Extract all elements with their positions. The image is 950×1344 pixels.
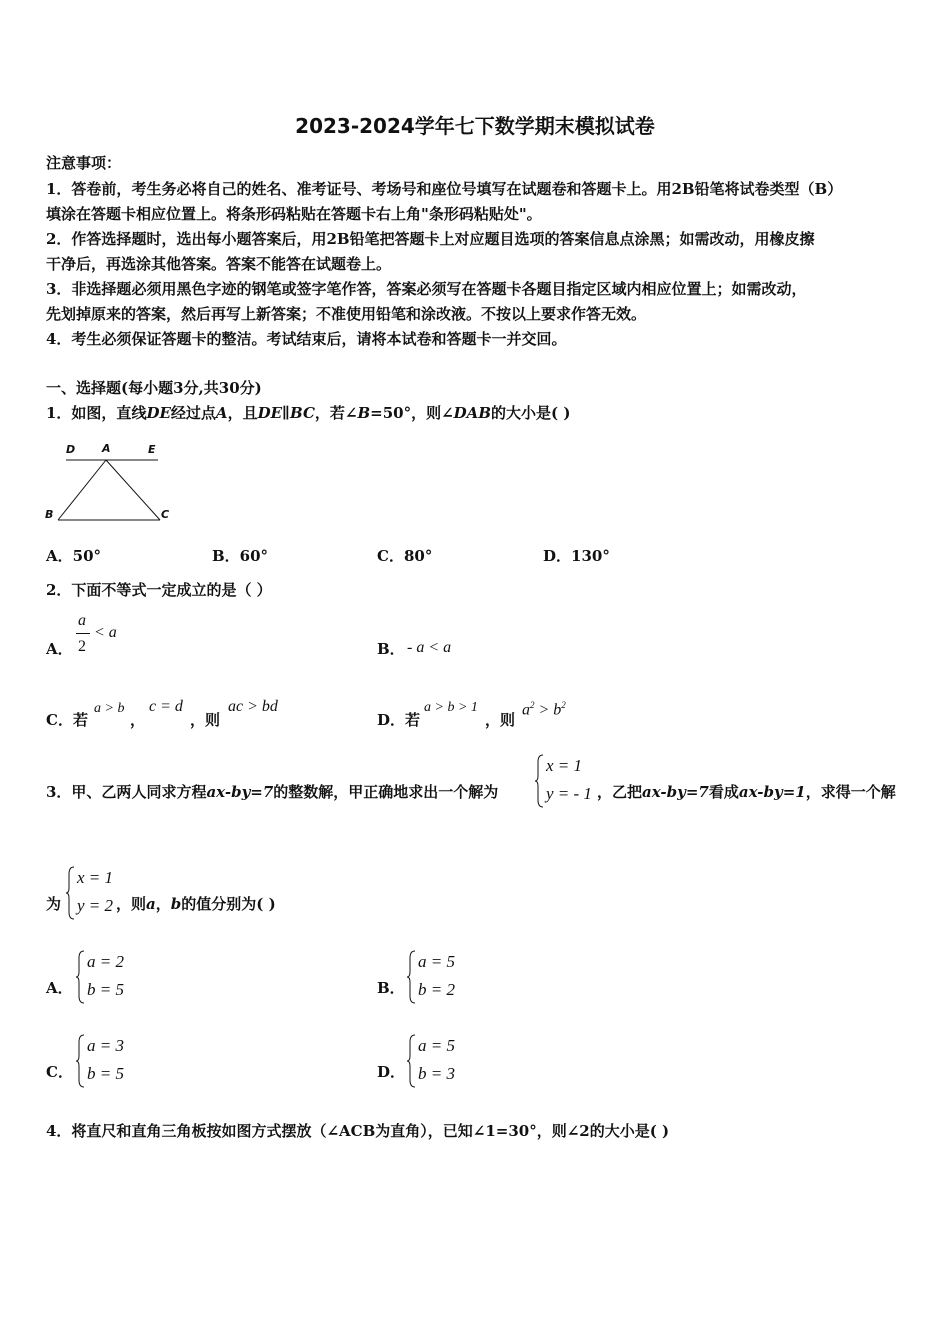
notice-line: 1．答卷前，考生务必将自己的姓名、准考证号、考场号和座位号填写在试题卷和答题卡上。用2B铅笔将试卷类型（B） [46,180,843,198]
brace-icon [76,1034,86,1088]
point-label-e: E [148,443,156,456]
q2-option-a-numerator: a [78,612,86,629]
q3-equation: ax-by=7 [642,783,709,801]
q1-var: BC [289,404,315,422]
notice-line: 填涂在答题卡相应位置上。将条形码粘贴在答题卡右上角"条形码粘贴处"。 [46,205,542,223]
q1-text: =50°，则∠ [370,404,454,422]
q1-var: DE [257,404,283,422]
q3-text: ， [155,895,171,913]
q2-option-a-label[interactable]: A． [46,640,73,658]
question-3-stem-part3 [116,893,276,914]
q3-option-b-line1: a = 5 [418,952,455,971]
q2-option-d-sep: ，则 [485,711,516,729]
q3-option-d-line2: b = 3 [418,1064,455,1083]
q3-option-b-line2: b = 2 [418,980,455,999]
brace-icon [535,754,545,808]
q3-option-a-label[interactable]: A． [46,979,73,997]
q3-option-d-label[interactable]: D． [377,1063,406,1081]
q3-system1-line2: y = - 1 [546,784,592,803]
q2-option-c-sep: ， [130,711,146,729]
q3-system2-line1: x = 1 [77,868,114,887]
point-label-a: A [102,442,111,455]
q1-option-c[interactable]: C．80° [377,547,433,565]
q1-text: ，若∠ [314,404,358,422]
question-3-stem-part2 [597,781,896,802]
q1-option-d[interactable]: D．130° [543,547,610,565]
q2-option-d-cond: a > b > 1 [424,700,478,715]
q3-equation: ax-by=7 [206,783,274,801]
q1-var: DAB [453,404,491,422]
notice-line: 4．考生必须保证答题卡的整洁。考试结束后，请将本试卷和答题卡一并交回。 [46,330,567,348]
point-label-b: B [45,508,54,521]
point-label-c: C [161,508,170,521]
section-heading: 一、选择题(每小题3分,共30分) [46,379,262,397]
q2-option-d-expr [522,700,566,719]
q3-option-a-line1: a = 2 [87,952,124,971]
exponent: 2 [561,700,566,710]
segment-ab [58,460,106,520]
q1-var: DE [146,404,171,422]
fraction-bar [76,633,90,634]
question-2-stem: 2．下面不等式一定成立的是（ ） [46,581,272,599]
q3-option-d-line1: a = 5 [418,1036,455,1055]
q3-option-b-label[interactable]: B． [377,979,405,997]
notice-line: 先划掉原来的答案，然后再写上新答案；不准使用铅笔和涂改液。不按以上要求作答无效。 [46,305,647,323]
brace-icon [407,950,417,1004]
q1-text: 的大小是( ) [491,404,571,422]
expr: > b [538,701,562,719]
q2-option-b-label[interactable]: B． [377,640,405,658]
q1-text: 1．如图，直线 [46,404,147,422]
question-3-stem-part1 [46,781,498,802]
q3-option-c-line2: b = 5 [87,1064,124,1083]
notice-heading: 注意事项： [46,154,122,172]
question-4-stem: 4．将直尺和直角三角板按如图方式摆放（∠ACB为直角），已知∠1=30°，则∠2的大小是( ) [46,1122,670,1140]
notice-line: 2．作答选择题时，选出每小题答案后，用2B铅笔把答题卡上对应题目选项的答案信息点涂黑；如需改动，用橡皮擦 [46,230,815,248]
q1-var: B [357,404,371,422]
notice-line: 干净后，再选涂其他答案。答案不能答在试题卷上。 [46,255,392,273]
q3-text: 的整数解，甲正确地求出一个解为 [273,783,499,801]
q3-var: b [170,895,182,913]
segment-ac [106,460,160,520]
q3-text: ，求得一个解 [805,783,896,801]
q1-text: 经过点 [170,404,216,422]
notice-line: 3．非选择题必须用黑色字迹的钢笔或签字笔作答，答案必须写在答题卡各题目指定区域内相应位置上；如需改动， [46,280,807,298]
var: a [522,701,530,719]
page-title: 2023-2024学年七下数学期末模拟试卷 [295,114,655,138]
q2-option-d-label[interactable]: D．若 [377,711,421,729]
q2-option-c-cond1: a > b [94,701,125,716]
question-1-stem [46,402,570,423]
brace-icon [76,950,86,1004]
q2-option-a-rest: < a [94,624,117,641]
q3-equation: ax-by=1 [738,783,806,801]
q3-option-c-line1: a = 3 [87,1036,124,1055]
brace-icon [66,866,76,920]
q3-text: ，则 [116,895,147,913]
brace-icon [407,1034,417,1088]
q3-text: 看成 [708,783,739,801]
exponent: 2 [530,700,535,710]
q3-system2-line2: y = 2 [77,896,114,915]
q3-text: 的值分别为( ) [181,895,276,913]
q2-option-c-conclusion: ac > bd [228,698,278,715]
q1-parallel-symbol: ∥ [282,404,290,422]
q3-var: a [146,895,156,913]
q3-option-a-line2: b = 5 [87,980,124,999]
q2-option-c-cond2: c = d [149,698,183,715]
q3-system1-line1: x = 1 [546,756,583,775]
q1-option-b[interactable]: B．60° [212,547,269,565]
q1-text: ，且 [227,404,258,422]
q2-option-a-denominator: 2 [78,638,86,655]
q3-text-wei: 为 [46,895,62,913]
q3-text: ，乙把 [597,783,643,801]
point-label-d: D [66,443,76,456]
q1-option-a[interactable]: A．50° [46,547,102,565]
q3-option-c-label[interactable]: C． [46,1063,73,1081]
q3-text: 3．甲、乙两人同求方程 [46,783,207,801]
q2-option-b-expr: - a < a [407,639,452,656]
q1-var: A [215,404,228,422]
q2-option-c-sep: ，则 [190,711,221,729]
q2-option-c-label[interactable]: C．若 [46,711,88,729]
